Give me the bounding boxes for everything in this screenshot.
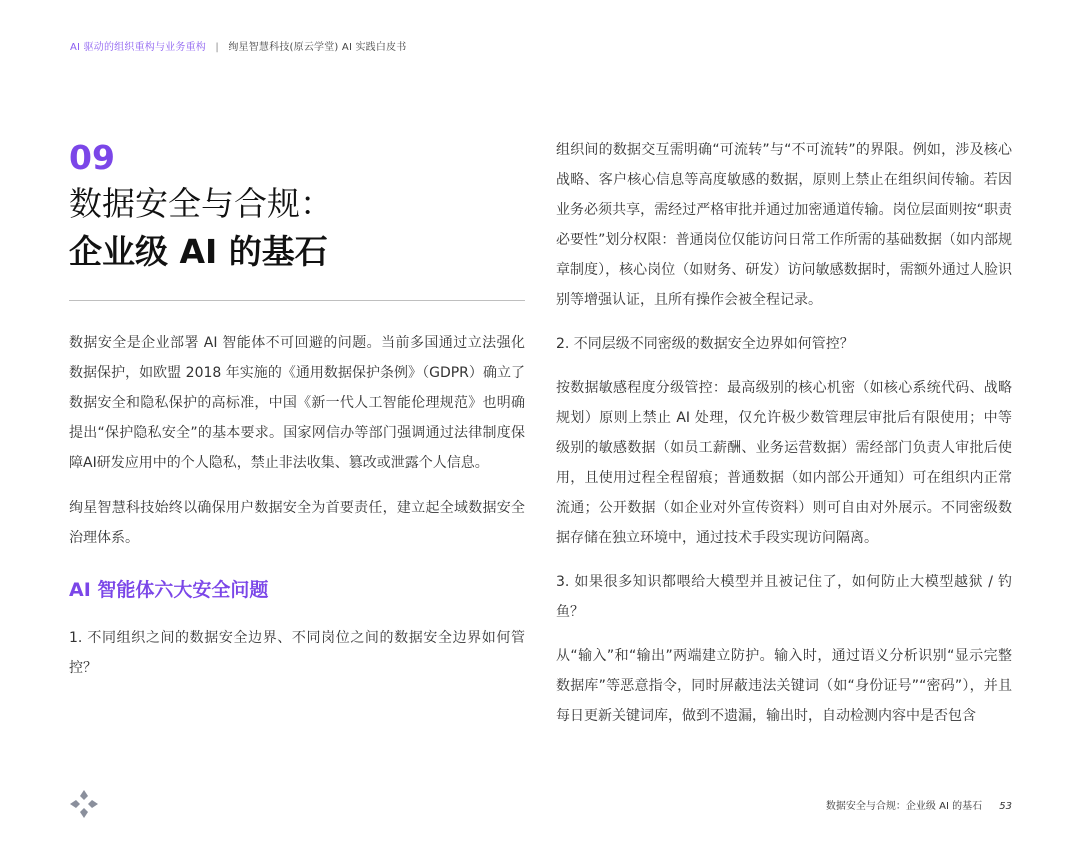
question-2: 2. 不同层级不同密级的数据安全边界如何管控？: [556, 336, 854, 352]
answer-2: 按数据敏感程度分级管控：最高级别的核心机密（如核心系统代码、战略规划）原则上禁止 AI 处理，仅允许极少数管理层审批后有限使用；中等级别的敏感数据（如员工薪酬、业务运营数据）需经部门负责人审批后使用，且使用过程全程留痕；普通数据（如内部公开通知）可在组织内正常流通；公开数据（如企业对外宣传资料）则可自由对外展示。不同密级数据存储在独立环境中，通过技术手段实现访问隔离。: [556, 380, 1012, 546]
question-1: 1. 不同组织之间的数据安全边界、不同岗位之间的数据安全边界如何管控？: [69, 630, 525, 676]
chapter-title-line2: 企业级 AI 的基石: [69, 232, 328, 271]
page-number: 53: [999, 801, 1012, 812]
title-divider: [69, 300, 525, 301]
header-doc-title: 绚星智慧科技(原云学堂) AI 实践白皮书: [228, 42, 407, 53]
footer-running-title: 数据安全与合规：企业级 AI 的基石: [825, 801, 983, 812]
chapter-title-line1: 数据安全与合规：: [69, 184, 333, 223]
chapter-title-block: [69, 138, 525, 276]
section-heading: AI 智能体六大安全问题: [69, 579, 269, 601]
answer-1: 组织间的数据交互需明确“可流转”与“不可流转”的界限。例如，涉及核心战略、客户核心信息等高度敏感的数据，原则上禁止在组织间传输。若因业务必须共享，需经过严格审批并通过加密通道传输。岗位层面则按“职责必要性”划分权限：普通岗位仅能访问日常工作所需的基础数据（如内部规章制度），核心岗位（如财务、研发）访问敏感数据时，需额外通过人脸识别等增强认证，且所有操作会被全程记录。: [556, 142, 1012, 308]
right-column: [556, 135, 1012, 745]
intro-paragraph-1: 数据安全是企业部署 AI 智能体不可回避的问题。当前多国通过立法强化数据保护，如欧盟 2018 年实施的《通用数据保护条例》（GDPR）确立了数据安全和隐私保护的高标准，中国《新一代人工智能伦理规范》也明确提出“保护隐私安全”的基本要求。国家网信办等部门强调通过法律制度保障AI研发应用中的个人隐私，禁止非法收集、篡改或泄露个人信息。: [69, 335, 525, 471]
running-header: [70, 38, 406, 53]
brand-logo-icon: [70, 790, 98, 818]
question-3: 3. 如果很多知识都喂给大模型并且被记住了，如何防止大模型越狱 / 钓鱼？: [556, 574, 1012, 620]
header-separator: |: [215, 42, 219, 53]
answer-3: 从“输入”和“输出”两端建立防护。输入时，通过语义分析识别“显示完整数据库”等恶意指令，同时屏蔽违法关键词（如“身份证号”“密码”），并且每日更新关键词库，做到不遗漏，输出时，自动检测内容中是否包含: [556, 648, 1012, 724]
intro-paragraph-2: 绚星智慧科技始终以确保用户数据安全为首要责任，建立起全域数据安全治理体系。: [69, 500, 525, 546]
page-footer: [826, 797, 1012, 812]
header-section: AI 驱动的组织重构与业务重构: [70, 42, 206, 53]
chapter-number: 09: [69, 138, 115, 177]
